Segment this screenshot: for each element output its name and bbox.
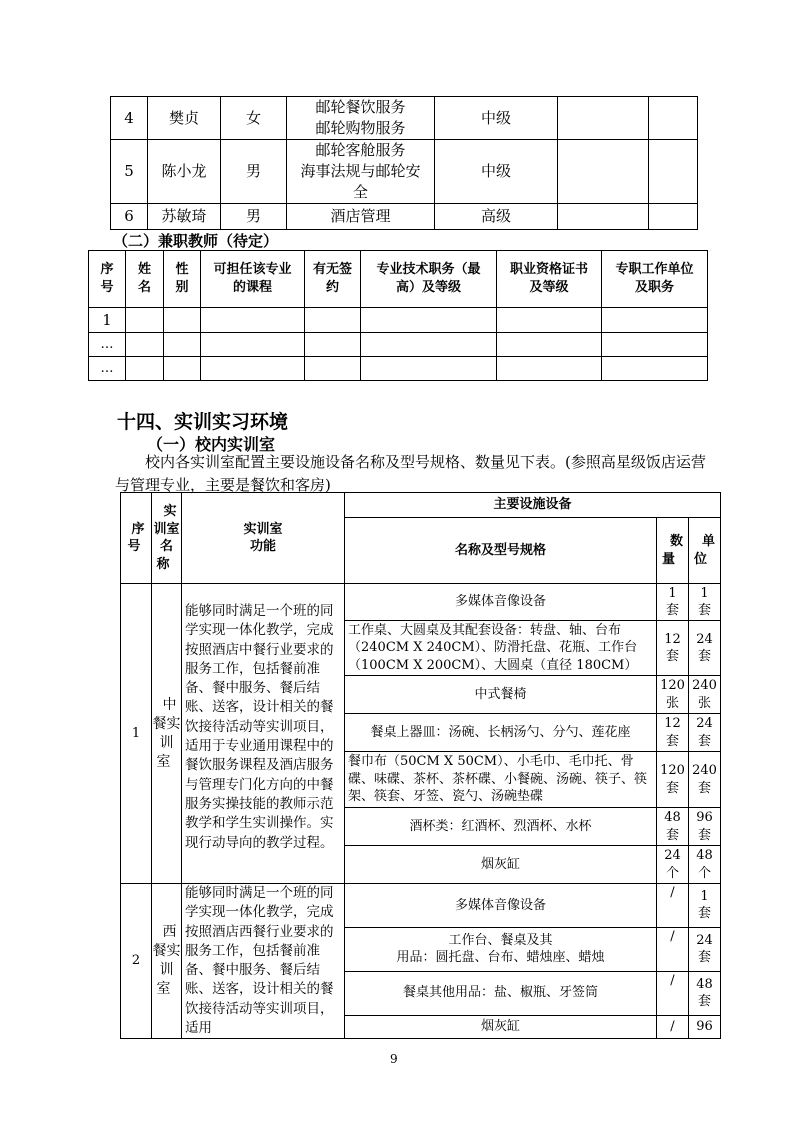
empty-cell (164, 357, 201, 381)
item-qty: / (657, 1015, 689, 1039)
empty-cell (126, 357, 164, 381)
item-spec: 烟灰缸 (345, 1015, 657, 1039)
empty-cell (305, 333, 361, 357)
item-spec: 多媒体音像设备 (345, 884, 657, 928)
header-certificate: 职业资格证书 及等级 (497, 251, 602, 308)
empty-cell (649, 97, 698, 140)
room-function: 能够同时满足一个班的同学实现一体化教学，完成按照酒店西餐行业要求的服务工作，包括餐前准备、餐中服务、餐后结账、送客，设计相关的餐饮接待活动等实训项目，适用 (182, 884, 345, 1039)
item-qty: 12 套 (657, 714, 689, 752)
item-qty: / (657, 884, 689, 928)
empty-cell (201, 333, 305, 357)
room-name: 西餐实训室 (152, 884, 182, 1039)
empty-cell (361, 357, 497, 381)
parttime-teachers-table (88, 250, 708, 381)
empty-cell (164, 333, 201, 357)
empty-cell (602, 333, 708, 357)
empty-cell (361, 308, 497, 333)
header-contract: 有无签 约 (305, 251, 361, 308)
header-main-equipment: 主要设施设备 (345, 493, 721, 518)
item-spec: 餐桌上器皿：汤碗、长柄汤勺、分勺、莲花座 (345, 714, 657, 752)
empty-cell (558, 140, 649, 204)
header-func: 实训室 功能 (182, 493, 345, 584)
item-qty: 120 套 (657, 752, 689, 808)
item-unit: 1 套 (689, 884, 721, 928)
header-no: 序 号 (89, 251, 126, 308)
empty-cell (305, 308, 361, 333)
teacher-no: 5 (111, 140, 148, 204)
item-qty: / (657, 971, 689, 1015)
item-unit: 48 套 (689, 971, 721, 1015)
row-no: 1 (89, 308, 126, 333)
empty-cell (497, 333, 602, 357)
item-spec: 中式餐椅 (345, 676, 657, 714)
item-qty: 120 张 (657, 676, 689, 714)
empty-cell (201, 357, 305, 381)
header-qty: 数量 (657, 518, 689, 584)
empty-cell (361, 333, 497, 357)
teacher-courses: 邮轮客舱服务 海事法规与邮轮安 全 (287, 140, 435, 204)
header-room: 实训室名称 (152, 493, 182, 584)
item-unit: 24 套 (689, 714, 721, 752)
item-unit: 96 套 (689, 808, 721, 846)
empty-cell (649, 140, 698, 204)
empty-cell (602, 308, 708, 333)
section-subtitle: （一）校内实训室 (147, 435, 276, 454)
item-unit: 240 张 (689, 676, 721, 714)
teacher-gender: 男 (221, 140, 287, 204)
item-unit: 96 (689, 1015, 721, 1039)
room-no: 1 (121, 584, 152, 884)
item-qty: 48 套 (657, 808, 689, 846)
empty-cell (497, 357, 602, 381)
item-qty: / (657, 927, 689, 971)
empty-cell (558, 97, 649, 140)
item-spec: 餐桌其他用品：盐、椒瓶、牙签筒 (345, 971, 657, 1015)
fulltime-teachers-table (110, 96, 698, 230)
room-name: 中餐实训室 (152, 584, 182, 884)
section-title: 十四、实训实习环境 (117, 411, 289, 433)
teacher-gender: 男 (221, 204, 287, 230)
header-gender: 性 别 (164, 251, 201, 308)
item-spec: 工作桌、大圆桌及其配套设备：转盘、轴、台布（240CM X 240CM）、防滑托盘、花瓶、工作台（100CM X 200CM）、大圆桌（直径 180CM） (345, 621, 657, 676)
teacher-level: 中级 (435, 97, 558, 140)
empty-cell (558, 204, 649, 230)
item-spec: 餐巾布（50CM X 50CM）、小毛巾、毛巾托、骨碟、味碟、茶杯、茶杯碟、小餐碗、汤碗、筷子、筷架、筷套、牙签、瓷勺、汤碗垫碟 (345, 752, 657, 808)
page-number: 9 (390, 1052, 398, 1066)
table-header-row (89, 251, 708, 308)
table-row (89, 308, 708, 333)
header-employer: 专职工作单位 及职务 (602, 251, 708, 308)
item-unit: 1 套 (689, 584, 721, 621)
item-spec: 工作台、餐桌及其 用品：圆托盘、台布、蜡烛座、蜡烛 (345, 927, 657, 971)
header-unit: 单位 (689, 518, 721, 584)
room-no: 2 (121, 884, 152, 1039)
teacher-no: 4 (111, 97, 148, 140)
item-spec: 多媒体音像设备 (345, 584, 657, 621)
empty-cell (497, 308, 602, 333)
item-unit: 24 套 (689, 621, 721, 676)
empty-cell (126, 308, 164, 333)
header-courses: 可担任该专业 的课程 (201, 251, 305, 308)
item-unit: 24 套 (689, 927, 721, 971)
table-header-row (121, 493, 721, 518)
teacher-name: 陈小龙 (148, 140, 221, 204)
row-no: … (89, 333, 126, 357)
table-row (111, 140, 698, 204)
item-spec: 烟灰缸 (345, 846, 657, 884)
table-row (121, 584, 721, 621)
row-no: … (89, 357, 126, 381)
room-function: 能够同时满足一个班的同学实现一体化教学，完成按照酒店中餐行业要求的服务工作，包括餐前准备、餐中服务、餐后结账、送客，设计相关的餐饮接待活动等实训项目，适用于专业通用课程中的餐饮服务课程及酒店服务与管理专门化方向的中餐服务实操技能的教师示范教学和学生实训操作。实现行动导向的教学过程。 (182, 584, 345, 884)
header-spec: 名称及型号规格 (345, 518, 657, 584)
header-title: 专业技术职务（最 高）及等级 (361, 251, 497, 308)
empty-cell (602, 357, 708, 381)
item-spec: 酒杯类：红酒杯、烈酒杯、水杯 (345, 808, 657, 846)
empty-cell (126, 333, 164, 357)
header-no: 序号 (121, 493, 152, 584)
parttime-heading: （二）兼职教师（待定） (113, 232, 279, 250)
empty-cell (201, 308, 305, 333)
empty-cell (649, 204, 698, 230)
empty-cell (164, 308, 201, 333)
item-unit: 240 套 (689, 752, 721, 808)
item-qty: 1 套 (657, 584, 689, 621)
teacher-courses: 酒店管理 (287, 204, 435, 230)
teacher-courses: 邮轮餐饮服务 邮轮购物服务 (287, 97, 435, 140)
facilities-table (120, 492, 721, 1039)
table-row (111, 97, 698, 140)
table-row (121, 884, 721, 928)
section-paragraph: 校内各实训室配置主要设施设备名称及型号规格、数量见下表。(参照高星级饭店运营与管理专业，主要是餐饮和客房) (115, 453, 706, 494)
teacher-name: 樊贞 (148, 97, 221, 140)
teacher-level: 中级 (435, 140, 558, 204)
teacher-level: 高级 (435, 204, 558, 230)
empty-cell (305, 357, 361, 381)
table-row (89, 333, 708, 357)
teacher-name: 苏敏琦 (148, 204, 221, 230)
table-row (111, 204, 698, 230)
header-name: 姓 名 (126, 251, 164, 308)
item-unit: 48 个 (689, 846, 721, 884)
item-qty: 12 套 (657, 621, 689, 676)
teacher-no: 6 (111, 204, 148, 230)
table-row (89, 357, 708, 381)
teacher-gender: 女 (221, 97, 287, 140)
item-qty: 24 个 (657, 846, 689, 884)
